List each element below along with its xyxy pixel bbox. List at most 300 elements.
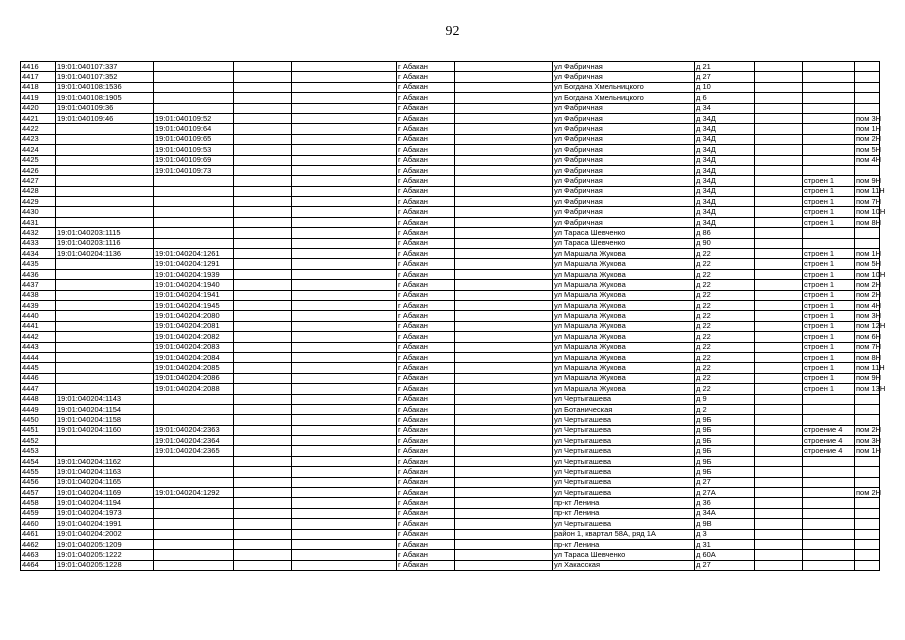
cell-empty-col-c [455, 436, 553, 446]
cell-sub-cadastral-number: 19:01:040204:2086 [154, 373, 234, 383]
cell-city: г Абакан [397, 311, 455, 321]
cell-empty-col-b [292, 186, 397, 196]
table-row [21, 363, 880, 373]
cell-sub-cadastral-number: 19:01:040204:1940 [154, 280, 234, 290]
cell-city: г Абакан [397, 394, 455, 404]
cell-empty-col-b [292, 539, 397, 549]
table-row [21, 249, 880, 259]
table-row [21, 228, 880, 238]
cell-premises: пом 8Н [856, 217, 882, 227]
cell-empty-col-a [234, 539, 292, 549]
cell-premises [855, 82, 880, 92]
cell-empty-col-d [755, 134, 803, 144]
cell-cadastral-number: 19:01:040204:1162 [56, 456, 154, 466]
cell-cadastral-number [56, 186, 154, 196]
cell-house: д 22 [695, 259, 755, 269]
cell-empty-col-c [455, 207, 553, 217]
table-row [21, 425, 880, 435]
cell-cadastral-number [56, 145, 154, 155]
cell-row-number: 4419 [21, 93, 56, 103]
cell-empty-col-a [234, 197, 292, 207]
cell-street: район 1, квартал 58А, ряд 1А [553, 529, 695, 539]
cell-city: г Абакан [397, 93, 455, 103]
cell-cadastral-number: 19:01:040107:337 [56, 62, 154, 72]
cell-empty-col-d [755, 82, 803, 92]
table-row [21, 394, 880, 404]
cell-row-number: 4453 [21, 446, 56, 456]
cell-city: г Абакан [397, 82, 455, 92]
cell-row-number: 4423 [21, 134, 56, 144]
cell-premises [855, 165, 880, 175]
cell-building: строение 4 [803, 436, 855, 446]
registry-table-body [21, 61, 886, 571]
table-row [21, 550, 880, 560]
cell-building [803, 456, 855, 466]
table-row [21, 134, 880, 144]
cell-sub-cadastral-number: 19:01:040204:2085 [154, 363, 234, 373]
cell-cadastral-number [56, 436, 154, 446]
cell-empty-col-b [292, 259, 397, 269]
cell-empty-col-d [755, 394, 803, 404]
cell-empty-col-d [755, 186, 803, 196]
cell-premises [855, 456, 880, 466]
cell-empty-col-a [234, 134, 292, 144]
cell-house: д 22 [695, 269, 755, 279]
cell-row-number: 4418 [21, 82, 56, 92]
table-row [21, 373, 880, 383]
cell-empty-col-b [292, 176, 397, 186]
cell-empty-col-b [292, 155, 397, 165]
cell-empty-col-c [455, 259, 553, 269]
cell-empty-col-a [234, 446, 292, 456]
cell-empty-col-d [755, 519, 803, 529]
cell-house: д 6 [695, 93, 755, 103]
cell-street: ул Чертыгашева [553, 519, 695, 529]
cell-city: г Абакан [397, 165, 455, 175]
cell-sub-cadastral-number [154, 498, 234, 508]
cell-empty-col-d [755, 249, 803, 259]
cell-empty-col-c [455, 82, 553, 92]
cell-building: строен 1 [803, 311, 855, 321]
cell-house: д 27 [695, 477, 755, 487]
cell-house: д 34Д [695, 217, 755, 227]
cell-city: г Абакан [397, 477, 455, 487]
cell-sub-cadastral-number [154, 404, 234, 414]
table-row [21, 508, 880, 518]
table-row [21, 197, 880, 207]
cell-premises: пом 4Н [856, 155, 882, 165]
cell-empty-col-c [455, 228, 553, 238]
cell-empty-col-a [234, 363, 292, 373]
cell-row-number: 4460 [21, 519, 56, 529]
cell-premises: пом 1Н [856, 124, 882, 134]
cell-building: строен 1 [803, 259, 855, 269]
table-row [21, 352, 880, 362]
cell-empty-col-b [292, 550, 397, 560]
cell-house: д 22 [695, 300, 755, 310]
cell-street: ул Маршала Жукова [553, 384, 695, 394]
cell-cadastral-number: 19:01:040205:1209 [56, 539, 154, 549]
cell-row-number: 4446 [21, 373, 56, 383]
cell-empty-col-b [292, 508, 397, 518]
cell-empty-col-d [755, 363, 803, 373]
cell-sub-cadastral-number: 19:01:040109:69 [154, 155, 234, 165]
cell-street: ул Хакасская [553, 560, 695, 570]
cell-empty-col-d [755, 311, 803, 321]
cell-empty-col-a [234, 62, 292, 72]
cell-row-number: 4447 [21, 384, 56, 394]
cell-empty-col-b [292, 197, 397, 207]
cell-cadastral-number [56, 217, 154, 227]
cell-row-number: 4420 [21, 103, 56, 113]
cell-building: строен 1 [803, 321, 855, 331]
cell-sub-cadastral-number [154, 103, 234, 113]
cell-empty-col-d [755, 529, 803, 539]
table-row [21, 113, 880, 123]
table-row [21, 300, 880, 310]
cell-building: строен 1 [803, 186, 855, 196]
cell-empty-col-c [455, 197, 553, 207]
table-row [21, 269, 880, 279]
cell-empty-col-c [455, 415, 553, 425]
cell-row-number: 4421 [21, 113, 56, 123]
cell-sub-cadastral-number [154, 176, 234, 186]
cell-empty-col-c [455, 373, 553, 383]
cell-house: д 34Д [695, 207, 755, 217]
cell-premises: пом 1Н [856, 248, 882, 258]
cell-empty-col-d [755, 560, 803, 570]
table-row [21, 321, 880, 331]
cell-sub-cadastral-number [154, 415, 234, 425]
cell-house: д 34А [695, 508, 755, 518]
cell-building [803, 93, 855, 103]
cell-house: д 2 [695, 404, 755, 414]
cell-premises [855, 560, 880, 570]
cell-sub-cadastral-number: 19:01:040109:53 [154, 145, 234, 155]
table-row [21, 290, 880, 300]
cell-city: г Абакан [397, 508, 455, 518]
cell-premises [855, 550, 880, 560]
cell-empty-col-a [234, 217, 292, 227]
cell-city: г Абакан [397, 176, 455, 186]
cell-sub-cadastral-number [154, 539, 234, 549]
cell-empty-col-c [455, 446, 553, 456]
cell-empty-col-a [234, 228, 292, 238]
cell-street: ул Маршала Жукова [553, 290, 695, 300]
cell-row-number: 4425 [21, 155, 56, 165]
table-row [21, 124, 880, 134]
cell-empty-col-b [292, 228, 397, 238]
cell-building: строен 1 [803, 217, 855, 227]
cell-street: ул Фабричная [553, 145, 695, 155]
cell-empty-col-c [455, 124, 553, 134]
cell-empty-col-b [292, 529, 397, 539]
cell-cadastral-number: 19:01:040204:1158 [56, 415, 154, 425]
cell-building: строение 4 [803, 446, 855, 456]
cell-premises: пом 2Н [856, 279, 882, 289]
cell-house: д 9Б [695, 425, 755, 435]
cell-cadastral-number: 19:01:040109:46 [56, 113, 154, 123]
cell-empty-col-a [234, 93, 292, 103]
table-row [21, 280, 880, 290]
cell-city: г Абакан [397, 155, 455, 165]
cell-empty-col-b [292, 290, 397, 300]
cell-empty-col-a [234, 82, 292, 92]
table-row [21, 82, 880, 92]
cell-sub-cadastral-number [154, 82, 234, 92]
table-row [21, 311, 880, 321]
cell-building [803, 488, 855, 498]
cell-empty-col-b [292, 342, 397, 352]
cell-city: г Абакан [397, 436, 455, 446]
cell-row-number: 4428 [21, 186, 56, 196]
cell-empty-col-c [455, 113, 553, 123]
cell-cadastral-number [56, 352, 154, 362]
cell-cadastral-number: 19:01:040204:1973 [56, 508, 154, 518]
cell-row-number: 4458 [21, 498, 56, 508]
cell-house: д 9Б [695, 467, 755, 477]
cell-empty-col-d [755, 165, 803, 175]
cell-empty-col-c [455, 321, 553, 331]
cell-premises: пом 9Н [856, 373, 882, 383]
cell-empty-col-b [292, 384, 397, 394]
table-row [21, 155, 880, 165]
cell-sub-cadastral-number [154, 456, 234, 466]
cell-premises: пом 2Н [856, 425, 882, 435]
cell-sub-cadastral-number: 19:01:040109:73 [154, 165, 234, 175]
cell-cadastral-number: 19:01:040204:1991 [56, 519, 154, 529]
cell-empty-col-b [292, 467, 397, 477]
cell-premises [855, 508, 880, 518]
cell-premises: пом 1Н [856, 446, 882, 456]
cell-empty-col-a [234, 467, 292, 477]
cell-city: г Абакан [397, 197, 455, 207]
cell-street: ул Тараса Шевченко [553, 550, 695, 560]
cell-empty-col-a [234, 249, 292, 259]
cell-empty-col-c [455, 425, 553, 435]
cell-row-number: 4459 [21, 508, 56, 518]
cell-empty-col-d [755, 124, 803, 134]
cell-city: г Абакан [397, 384, 455, 394]
cell-city: г Абакан [397, 456, 455, 466]
cell-premises: пом 8Н [856, 352, 882, 362]
cell-empty-col-b [292, 498, 397, 508]
cell-empty-col-b [292, 436, 397, 446]
cell-house: д 22 [695, 342, 755, 352]
table-row [21, 259, 880, 269]
cell-row-number: 4427 [21, 176, 56, 186]
table-row [21, 436, 880, 446]
cell-empty-col-a [234, 280, 292, 290]
cell-empty-col-d [755, 539, 803, 549]
cell-building: строен 1 [803, 373, 855, 383]
cell-city: г Абакан [397, 519, 455, 529]
cell-building [803, 82, 855, 92]
cell-cadastral-number: 19:01:040204:1163 [56, 467, 154, 477]
cell-building [803, 519, 855, 529]
cell-house: д 22 [695, 290, 755, 300]
cell-premises [855, 62, 880, 72]
cell-empty-col-d [755, 498, 803, 508]
cell-city: г Абакан [397, 467, 455, 477]
cell-empty-col-b [292, 352, 397, 362]
cell-empty-col-d [755, 373, 803, 383]
cell-empty-col-c [455, 93, 553, 103]
cell-row-number: 4439 [21, 300, 56, 310]
cell-street: ул Маршала Жукова [553, 311, 695, 321]
cell-empty-col-c [455, 332, 553, 342]
cell-house: д 22 [695, 321, 755, 331]
cell-premises: пом 4Н [856, 300, 882, 310]
cell-house: д 22 [695, 332, 755, 342]
cell-row-number: 4437 [21, 280, 56, 290]
cell-cadastral-number [56, 446, 154, 456]
cell-sub-cadastral-number: 19:01:040204:1945 [154, 300, 234, 310]
cell-cadastral-number: 19:01:040203:1115 [56, 228, 154, 238]
cell-cadastral-number: 19:01:040205:1222 [56, 550, 154, 560]
cell-building [803, 529, 855, 539]
cell-building [803, 62, 855, 72]
cell-empty-col-c [455, 269, 553, 279]
cell-city: г Абакан [397, 113, 455, 123]
cell-city: г Абакан [397, 300, 455, 310]
cell-house: д 90 [695, 238, 755, 248]
cell-empty-col-b [292, 238, 397, 248]
cell-sub-cadastral-number: 19:01:040204:1261 [154, 249, 234, 259]
cell-row-number: 4448 [21, 394, 56, 404]
cell-building [803, 394, 855, 404]
cell-house: д 34Д [695, 124, 755, 134]
cell-empty-col-d [755, 290, 803, 300]
cell-cadastral-number [56, 321, 154, 331]
cell-street: ул Маршала Жукова [553, 321, 695, 331]
cell-empty-col-a [234, 207, 292, 217]
cell-street: ул Фабричная [553, 217, 695, 227]
cell-house: д 22 [695, 373, 755, 383]
cell-row-number: 4450 [21, 415, 56, 425]
cell-empty-col-a [234, 384, 292, 394]
cell-row-number: 4462 [21, 539, 56, 549]
cell-empty-col-d [755, 436, 803, 446]
cell-street: ул Чертыгашева [553, 467, 695, 477]
cell-sub-cadastral-number: 19:01:040204:2364 [154, 436, 234, 446]
cell-empty-col-c [455, 103, 553, 113]
cell-building [803, 467, 855, 477]
cell-sub-cadastral-number [154, 550, 234, 560]
cell-empty-col-c [455, 488, 553, 498]
cell-sub-cadastral-number [154, 186, 234, 196]
cell-building [803, 103, 855, 113]
cell-empty-col-d [755, 488, 803, 498]
cell-empty-col-a [234, 498, 292, 508]
cell-empty-col-d [755, 404, 803, 414]
cell-street: ул Маршала Жукова [553, 280, 695, 290]
cell-empty-col-b [292, 373, 397, 383]
cell-empty-col-c [455, 352, 553, 362]
cell-cadastral-number [56, 124, 154, 134]
cell-street: ул Фабричная [553, 176, 695, 186]
cell-street: ул Фабричная [553, 62, 695, 72]
cell-empty-col-a [234, 373, 292, 383]
cell-street: ул Тараса Шевченко [553, 238, 695, 248]
cell-premises [855, 238, 880, 248]
cell-empty-col-a [234, 321, 292, 331]
cell-city: г Абакан [397, 550, 455, 560]
cell-empty-col-c [455, 280, 553, 290]
cell-empty-col-a [234, 311, 292, 321]
cell-row-number: 4451 [21, 425, 56, 435]
cell-premises: пом 2Н [856, 134, 882, 144]
cell-city: г Абакан [397, 186, 455, 196]
cell-sub-cadastral-number: 19:01:040204:2363 [154, 425, 234, 435]
cell-cadastral-number [56, 342, 154, 352]
cell-empty-col-a [234, 290, 292, 300]
cell-sub-cadastral-number: 19:01:040204:2082 [154, 332, 234, 342]
cell-city: г Абакан [397, 62, 455, 72]
cell-empty-col-d [755, 300, 803, 310]
cell-building [803, 72, 855, 82]
cell-empty-col-c [455, 155, 553, 165]
cell-sub-cadastral-number [154, 217, 234, 227]
cell-building: строен 1 [803, 363, 855, 373]
cell-empty-col-c [455, 404, 553, 414]
cell-empty-col-a [234, 404, 292, 414]
cell-empty-col-b [292, 404, 397, 414]
cell-empty-col-d [755, 62, 803, 72]
cell-empty-col-d [755, 280, 803, 290]
cell-empty-col-d [755, 342, 803, 352]
cell-row-number: 4442 [21, 332, 56, 342]
cell-empty-col-d [755, 176, 803, 186]
cell-empty-col-d [755, 352, 803, 362]
cell-empty-col-b [292, 113, 397, 123]
cell-cadastral-number [56, 280, 154, 290]
cell-cadastral-number: 19:01:040204:1143 [56, 394, 154, 404]
cell-sub-cadastral-number [154, 93, 234, 103]
cell-premises [855, 539, 880, 549]
cell-empty-col-c [455, 165, 553, 175]
cell-street: ул Маршала Жукова [553, 363, 695, 373]
cell-empty-col-a [234, 342, 292, 352]
cell-street: ул Маршала Жукова [553, 352, 695, 362]
cell-empty-col-b [292, 82, 397, 92]
cell-empty-col-a [234, 488, 292, 498]
cell-sub-cadastral-number [154, 197, 234, 207]
cell-premises [855, 415, 880, 425]
cell-empty-col-b [292, 217, 397, 227]
cell-row-number: 4461 [21, 529, 56, 539]
cell-empty-col-d [755, 550, 803, 560]
cell-row-number: 4416 [21, 62, 56, 72]
cell-premises [855, 477, 880, 487]
cell-empty-col-d [755, 197, 803, 207]
cell-house: д 22 [695, 384, 755, 394]
cell-house: д 22 [695, 363, 755, 373]
cell-empty-col-c [455, 498, 553, 508]
cell-cadastral-number: 19:01:040107:352 [56, 72, 154, 82]
cell-city: г Абакан [397, 134, 455, 144]
cell-row-number: 4449 [21, 404, 56, 414]
cell-building: строение 4 [803, 425, 855, 435]
cell-building [803, 415, 855, 425]
table-row [21, 384, 880, 394]
cell-empty-col-b [292, 165, 397, 175]
cell-street: ул Чертыгашева [553, 477, 695, 487]
cell-house: д 34Д [695, 176, 755, 186]
cell-street: ул Богдана Хмельницкого [553, 82, 695, 92]
cell-premises: пом 11Н [856, 363, 885, 373]
cell-city: г Абакан [397, 332, 455, 342]
